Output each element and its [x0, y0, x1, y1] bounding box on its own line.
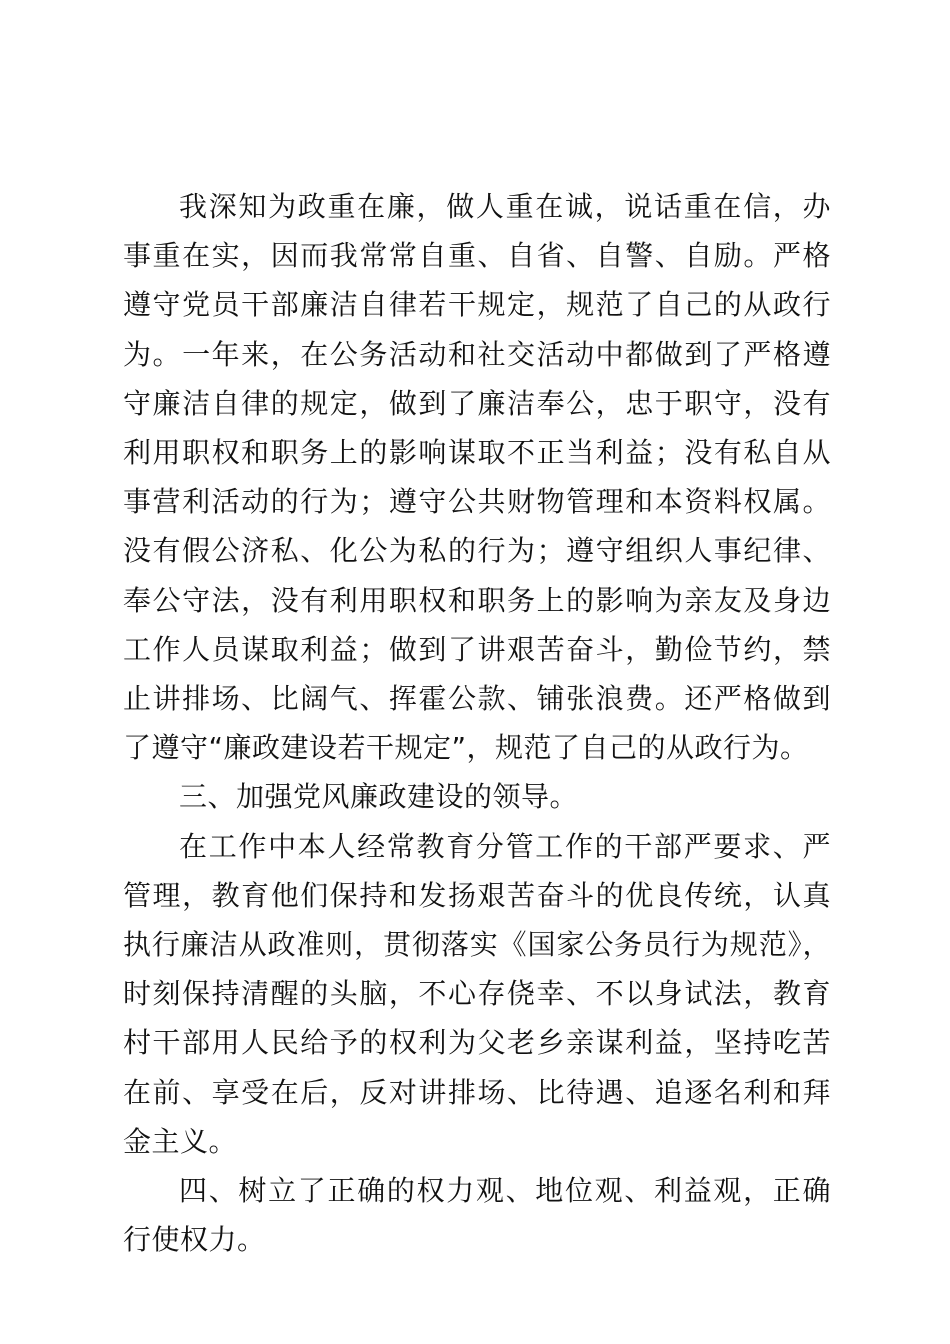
heading-section-three: 三、加强党风廉政建设的领导。	[179, 780, 579, 814]
document-body	[123, 182, 831, 1264]
heading-section-four: 四、树立了正确的权力观、地位观、利益观，正确行使权力。	[123, 1174, 831, 1257]
paragraph-leadership: 在工作中本人经常教育分管工作的干部严要求、严管理，教育他们保持和发扬艰苦奋斗的优良传统，认真执行廉洁从政准则，贯彻落实《国家公务员行为规范》，时刻保持清醒的头脑，不心存侥幸、不以身试法，教育村干部用人民给予的权利为父老乡亲谋利益，坚持吃苦在前、享受在后，反对讲排场、比待遇、追逐名利和拜金主义。	[123, 829, 831, 1158]
paragraph-integrity: 我深知为政重在廉，做人重在诚，说话重在信，办事重在实，因而我常常自重、自省、自警、自励。严格遵守党员干部廉洁自律若干规定，规范了自己的从政行为。一年来，在公务活动和社交活动中都做到了严格遵守廉洁自律的规定，做到了廉洁奉公，忠于职守，没有利用职权和职务上的影响谋取不正当利益；没有私自从事营利活动的行为；遵守公共财物管理和本资料权属。没有假公济私、化公为私的行为；遵守组织人事纪律、奉公守法，没有利用职权和职务上的影响为亲友及身边工作人员谋取利益；做到了讲艰苦奋斗，勤俭节约，禁止讲排场、比阔气、挥霍公款、铺张浪费。还严格做到了遵守“廉政建设若干规定”，规范了自己的从政行为。	[123, 190, 831, 765]
